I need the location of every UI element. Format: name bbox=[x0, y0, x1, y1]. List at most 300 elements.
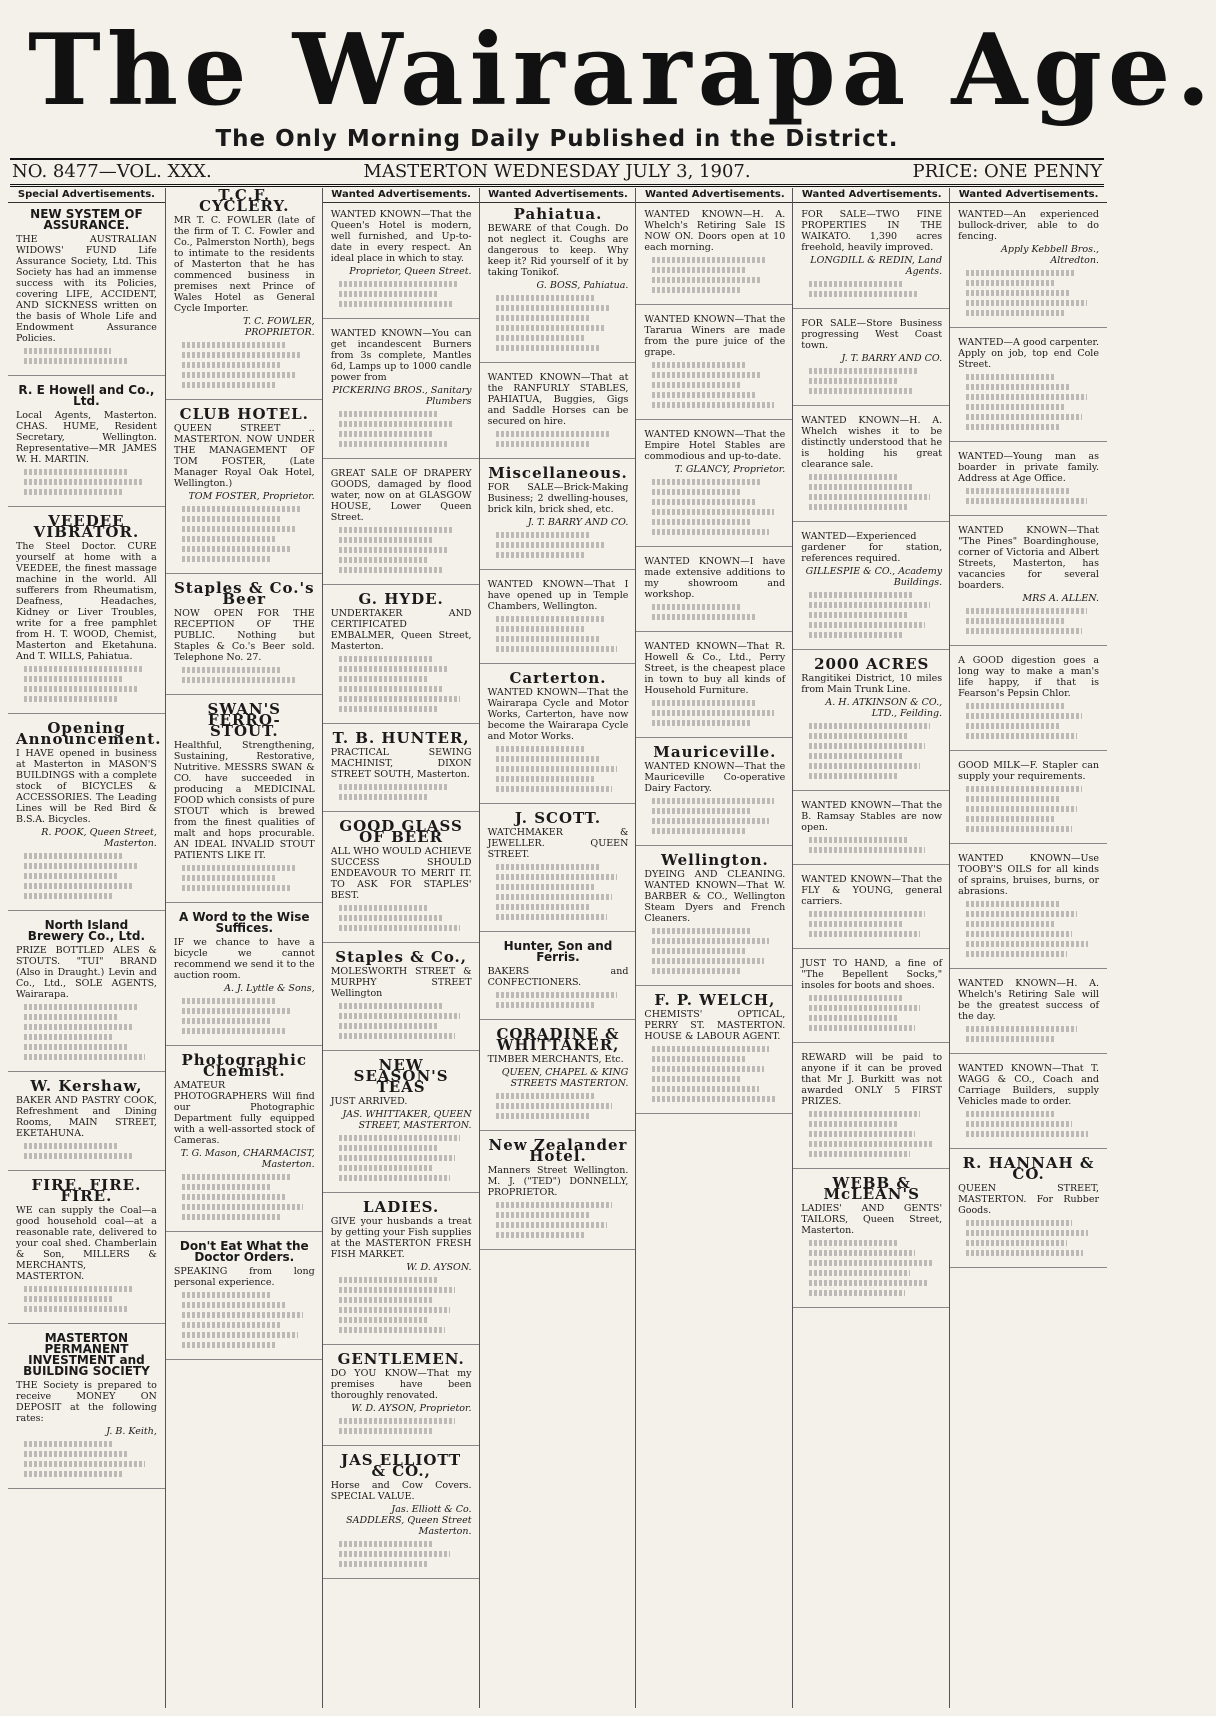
ad-body: DYEING AND CLEANING. WANTED KNOWN—That W. BARBER & CO., Wellington Steam Dyers and French Cleaners. bbox=[644, 869, 786, 924]
text-line bbox=[182, 1204, 303, 1210]
advertisement bbox=[323, 328, 480, 459]
illegible-text-lines bbox=[488, 1202, 629, 1238]
text-line bbox=[496, 884, 596, 890]
ad-title: NEW SYSTEM OF ASSURANCE. bbox=[30, 207, 143, 232]
illegible-text-lines bbox=[801, 474, 942, 510]
advertisement bbox=[793, 874, 950, 949]
illegible-text-lines bbox=[488, 616, 629, 652]
advertisement bbox=[636, 556, 793, 632]
illegible-text-lines bbox=[174, 667, 315, 683]
illegible-text-lines bbox=[958, 1111, 1099, 1137]
ad-signature: GILLESPIE & CO., Academy Buildings. bbox=[805, 566, 943, 588]
ad-body: NOW OPEN FOR THE RECEPTION OF THE PUBLIC. Nothing but Staples & Co.'s Beer sold. Telephone No. 27. bbox=[173, 608, 315, 663]
text-line bbox=[182, 1028, 287, 1034]
text-line bbox=[24, 676, 123, 682]
advertisement bbox=[323, 1350, 480, 1446]
ad-title: R. E Howell and Co., Ltd. bbox=[18, 383, 155, 408]
ad-body: WANTED KNOWN—H. A. Whelch's Retiring Sale IS NOW ON. Doors open at 10 each morning. bbox=[644, 209, 786, 253]
illegible-text-lines bbox=[174, 1292, 315, 1348]
illegible-text-lines bbox=[16, 348, 157, 364]
advertisement bbox=[480, 809, 637, 932]
illegible-text-lines bbox=[644, 604, 785, 620]
text-line bbox=[652, 700, 757, 706]
advertisement bbox=[793, 1174, 950, 1308]
ad-body: WANTED KNOWN—That the B. Ramsay Stables are now open. bbox=[801, 800, 943, 833]
ad-signature: A. J. Lyttle & Sons, bbox=[224, 983, 315, 994]
text-line bbox=[339, 1135, 460, 1141]
text-line bbox=[652, 1066, 763, 1072]
text-line bbox=[966, 796, 1061, 802]
ad-title: North Island Brewery Co., Ltd. bbox=[27, 918, 146, 943]
text-line bbox=[496, 756, 601, 762]
ad-body: The Steel Doctor. CURE yourself at home with a VEEDEE, the finest massage machine in the world. All sufferers from Rheumatism, Deafness, Headaches, Kidney or Liver Troubles, write for a free pamphlet from H. T. WOOD, Chemist, Masterton and Eketahuna. And T. WILLS, Pahiatua. bbox=[16, 541, 157, 662]
text-line bbox=[652, 1096, 774, 1102]
ad-body: DO YOU KNOW—That my premises have been thoroughly renovated. bbox=[330, 1368, 472, 1401]
ad-body: QUEEN STREET, MASTERTON. For Rubber Goods. bbox=[958, 1183, 1099, 1216]
text-line bbox=[652, 402, 773, 408]
text-line bbox=[652, 938, 768, 944]
advertisement bbox=[636, 991, 793, 1114]
text-line bbox=[966, 270, 1076, 276]
ad-body: WANTED KNOWN—That the Queen's Hotel is modern, well furnished, and Up-to-date in every respect. An ideal place in which to stay. bbox=[330, 209, 472, 264]
text-line bbox=[339, 1013, 460, 1019]
text-line bbox=[339, 1023, 439, 1029]
ad-signature: Proprietor, Queen Street. bbox=[349, 266, 472, 277]
illegible-text-lines bbox=[16, 666, 157, 702]
text-line bbox=[809, 1270, 910, 1276]
text-line bbox=[966, 733, 1077, 739]
text-line bbox=[809, 1025, 915, 1031]
text-line bbox=[809, 1280, 926, 1286]
illegible-text-lines bbox=[488, 992, 629, 1008]
advertisement bbox=[480, 1025, 637, 1131]
ad-body: Local Agents, Masterton. CHAS. HUME, Resident Secretary, Wellington. Representative—MR JAMES W. H. MARTIN. bbox=[16, 410, 157, 465]
illegible-text-lines bbox=[958, 703, 1099, 739]
ad-body: Manners Street Wellington. M. J. ("TED") DONNELLY, PROPRIETOR. bbox=[487, 1165, 629, 1198]
text-line bbox=[966, 384, 1071, 390]
ad-signature: Jas. Elliott & Co. SADDLERS, Queen Street Masterton. bbox=[346, 1504, 472, 1537]
ad-title: CLUB HOTEL. bbox=[179, 405, 309, 423]
text-line bbox=[339, 1277, 439, 1283]
ad-signature: LONGDILL & REDIN, Land Agents. bbox=[810, 255, 943, 277]
text-line bbox=[496, 1202, 612, 1208]
text-line bbox=[339, 557, 428, 563]
text-line bbox=[652, 798, 773, 804]
ad-body: WANTED KNOWN—That the Wairarapa Cycle and Motor Works, Carterton, have now become the Wairarapa Cycle and Motor Works. bbox=[487, 687, 629, 742]
advertisement bbox=[950, 1154, 1107, 1268]
illegible-text-lines bbox=[644, 700, 785, 726]
text-line bbox=[182, 526, 297, 532]
text-line bbox=[496, 746, 585, 752]
illegible-text-lines bbox=[331, 1277, 472, 1333]
ad-title: Miscellaneous. bbox=[488, 464, 628, 482]
text-line bbox=[339, 431, 433, 437]
illegible-text-lines bbox=[16, 469, 157, 495]
text-line bbox=[24, 893, 113, 899]
ad-body: THE Society is prepared to receive MONEY ON DEPOSIT at the following rates: bbox=[16, 1380, 157, 1424]
illegible-text-lines bbox=[331, 281, 472, 307]
advertisement bbox=[166, 1241, 323, 1360]
text-line bbox=[966, 931, 1072, 937]
text-line bbox=[24, 358, 128, 364]
text-line bbox=[339, 411, 438, 417]
text-line bbox=[966, 816, 1056, 822]
column-3 bbox=[322, 188, 480, 1708]
ad-body: WANTED—An experienced bullock-driver, able to do fencing. bbox=[958, 209, 1099, 242]
text-line bbox=[652, 499, 757, 505]
text-line bbox=[24, 489, 123, 495]
advertisement bbox=[480, 579, 637, 664]
advertisement bbox=[950, 1063, 1107, 1149]
illegible-text-lines bbox=[644, 257, 785, 293]
text-line bbox=[24, 1004, 139, 1010]
illegible-text-lines bbox=[16, 853, 157, 899]
text-line bbox=[339, 527, 454, 533]
text-line bbox=[652, 968, 742, 974]
ad-body: WANTED KNOWN—H. A. Whelch wishes it to be distinctly understood that he is holding his great clearance sale. bbox=[801, 415, 943, 470]
ad-body: FOR SALE—Store Business progressing West Coast town. bbox=[801, 318, 943, 351]
illegible-text-lines bbox=[644, 928, 785, 974]
ad-title: MASTERTON PERMANENT INVESTMENT and BUILDING SOCIETY bbox=[23, 1331, 150, 1378]
advertisement bbox=[8, 209, 165, 376]
advertisement bbox=[480, 941, 637, 1020]
text-line bbox=[809, 1015, 899, 1021]
column-header: Wanted Advertisements. bbox=[323, 188, 480, 203]
text-line bbox=[652, 479, 762, 485]
ad-title: Pahiatua. bbox=[513, 205, 603, 223]
text-line bbox=[496, 552, 585, 558]
illegible-text-lines bbox=[16, 1286, 157, 1312]
text-line bbox=[809, 773, 899, 779]
text-line bbox=[652, 529, 768, 535]
illegible-text-lines bbox=[801, 1240, 942, 1296]
text-line bbox=[182, 677, 297, 683]
ad-title: W. Kershaw, bbox=[30, 1077, 143, 1095]
ad-body: WANTED KNOWN—H. A. Whelch's Retiring Sale will be the greatest success of the day. bbox=[958, 978, 1099, 1022]
illegible-text-lines bbox=[174, 506, 315, 562]
text-line bbox=[182, 1342, 277, 1348]
ad-signature: W. D. AYSON, Proprietor. bbox=[351, 1403, 472, 1414]
text-line bbox=[339, 696, 460, 702]
advertisement bbox=[793, 800, 950, 865]
illegible-text-lines bbox=[331, 656, 472, 712]
advertisement bbox=[8, 512, 165, 714]
text-line bbox=[966, 618, 1066, 624]
text-line bbox=[966, 901, 1061, 907]
text-line bbox=[809, 1141, 931, 1147]
ad-title: VEEDEE VIBRATOR. bbox=[33, 512, 140, 541]
advertisement bbox=[323, 590, 480, 724]
advertisement bbox=[950, 760, 1107, 844]
ad-title: Mauriceville. bbox=[653, 743, 777, 761]
ad-body: WANTED—Experienced gardener for station, references required. bbox=[801, 531, 943, 564]
text-line bbox=[809, 632, 904, 638]
text-line bbox=[24, 1306, 129, 1312]
text-line bbox=[652, 489, 741, 495]
text-line bbox=[652, 287, 741, 293]
ad-body: WANTED—A good carpenter. Apply on job, top end Cole Street. bbox=[958, 337, 1099, 370]
ad-body: JUST TO HAND, a fine of "The Bepellent Socks," insoles for boots and shoes. bbox=[801, 958, 943, 991]
ad-title: Hunter, Son and Ferris. bbox=[503, 939, 613, 964]
text-line bbox=[809, 1005, 920, 1011]
illegible-text-lines bbox=[644, 362, 785, 408]
ad-title: G. HYDE. bbox=[358, 590, 444, 608]
text-line bbox=[339, 537, 433, 543]
text-line bbox=[182, 372, 297, 378]
text-line bbox=[809, 911, 925, 917]
text-line bbox=[809, 1250, 915, 1256]
ad-body: SPEAKING from long personal experience. bbox=[173, 1266, 315, 1288]
text-line bbox=[496, 626, 585, 632]
text-line bbox=[496, 1212, 591, 1218]
text-line bbox=[339, 1307, 450, 1313]
text-line bbox=[652, 828, 747, 834]
text-line bbox=[652, 818, 768, 824]
text-line bbox=[966, 911, 1077, 917]
column-4 bbox=[479, 188, 637, 1708]
text-line bbox=[966, 498, 1087, 504]
text-line bbox=[496, 441, 590, 447]
text-line bbox=[339, 567, 444, 573]
ad-signature: QUEEN, CHAPEL & KING STREETS MASTERTON. bbox=[501, 1067, 629, 1089]
text-line bbox=[809, 388, 914, 394]
text-line bbox=[339, 301, 454, 307]
text-line bbox=[182, 1312, 303, 1318]
text-line bbox=[652, 372, 762, 378]
text-line bbox=[182, 1332, 298, 1338]
ad-body: WANTED—Young man as boarder in private family. Address at Age Office. bbox=[958, 451, 1099, 484]
ad-title: Opening Announcement. bbox=[16, 719, 162, 748]
text-line bbox=[809, 723, 930, 729]
column-7 bbox=[949, 188, 1107, 1708]
text-line bbox=[809, 1260, 931, 1266]
text-line bbox=[496, 335, 585, 341]
ad-signature: J. T. BARRY AND CO. bbox=[841, 353, 943, 364]
ad-signature: T. GLANCY, Proprietor. bbox=[674, 464, 786, 475]
illegible-text-lines bbox=[488, 431, 629, 447]
ad-body: WE can supply the Coal—a good household coal—at a reasonable rate, delivered to your coal shed. Chamberlain & Son, MILLERS & MERCHANTS, MASTERTON. bbox=[16, 1205, 157, 1282]
illegible-text-lines bbox=[488, 295, 629, 351]
illegible-text-lines bbox=[488, 532, 629, 558]
text-line bbox=[339, 1428, 434, 1434]
text-line bbox=[496, 325, 606, 331]
ad-body: Healthful, Strengthening, Sustaining, Restorative, Nutritive. MESSRS SWAN & CO. have succeeded in producing a MEDICINAL FOOD which consists of pure STOUT which is brewed from the finest qualities of malt and hops procurable. AN IDEAL INVALID STOUT PATIENTS LIKE IT. bbox=[173, 740, 315, 861]
advertisement bbox=[166, 1051, 323, 1232]
text-line bbox=[339, 905, 428, 911]
text-line bbox=[496, 1103, 612, 1109]
illegible-text-lines bbox=[16, 1143, 157, 1159]
text-line bbox=[496, 874, 617, 880]
text-line bbox=[809, 995, 904, 1001]
advertisement bbox=[950, 853, 1107, 969]
illegible-text-lines bbox=[331, 1135, 472, 1181]
text-line bbox=[652, 382, 741, 388]
text-line bbox=[496, 914, 607, 920]
text-line bbox=[966, 1036, 1056, 1042]
ad-body: FOR SALE—Brick-Making Business; 2 dwelling-houses, brick kiln, brick shed, etc. bbox=[487, 482, 629, 515]
text-line bbox=[182, 1174, 292, 1180]
illegible-text-lines bbox=[801, 1111, 942, 1157]
ad-body: WANTED KNOWN—I have made extensive additions to my showroom and workshop. bbox=[644, 556, 786, 600]
text-line bbox=[809, 494, 930, 500]
text-line bbox=[339, 441, 449, 447]
ad-signature: JAS. WHITTAKER, QUEEN STREET, MASTERTON. bbox=[342, 1109, 472, 1131]
text-line bbox=[496, 1093, 596, 1099]
text-line bbox=[24, 1054, 145, 1060]
illegible-text-lines bbox=[16, 1004, 157, 1060]
illegible-text-lines bbox=[958, 901, 1099, 957]
text-line bbox=[339, 1003, 444, 1009]
advertisement bbox=[793, 415, 950, 522]
text-line bbox=[966, 414, 1082, 420]
illegible-text-lines bbox=[16, 1441, 157, 1477]
illegible-text-lines bbox=[331, 527, 472, 573]
ad-title: SWAN'S FERRO-STOUT. bbox=[207, 700, 282, 740]
ad-title: Staples & Co.'s Beer bbox=[173, 579, 315, 608]
illegible-text-lines bbox=[801, 911, 942, 937]
text-line bbox=[966, 786, 1082, 792]
text-line bbox=[496, 636, 601, 642]
ad-signature: J. B. Keith, bbox=[106, 1426, 157, 1437]
text-line bbox=[339, 784, 449, 790]
text-line bbox=[24, 686, 139, 692]
text-line bbox=[339, 1541, 434, 1547]
text-line bbox=[966, 941, 1088, 947]
text-line bbox=[339, 1561, 429, 1567]
text-line bbox=[809, 743, 925, 749]
text-line bbox=[24, 696, 118, 702]
ad-body: MR T. C. FOWLER (late of the firm of T. C. Fowler and Co., Palmerston North), begs to intimate to the residents of Masterton that he has commenced business in premises next Prince of Wales Hotel as General Cycle Importer. bbox=[173, 215, 315, 314]
advertisement bbox=[8, 1077, 165, 1171]
advertisement bbox=[480, 372, 637, 459]
illegible-text-lines bbox=[958, 374, 1099, 430]
text-line bbox=[339, 291, 438, 297]
illegible-text-lines bbox=[801, 368, 942, 394]
text-line bbox=[652, 614, 757, 620]
advertisement bbox=[166, 912, 323, 1046]
text-line bbox=[24, 883, 134, 889]
ad-body: AMATEUR PHOTOGRAPHERS Will find our Photographic Department fully equipped with a well-assorted stock of Cameras. bbox=[173, 1080, 315, 1146]
advertisement bbox=[793, 958, 950, 1043]
text-line bbox=[339, 1165, 434, 1171]
illegible-text-lines bbox=[488, 864, 629, 920]
text-line bbox=[339, 1033, 455, 1039]
text-line bbox=[339, 1145, 439, 1151]
advertisement bbox=[166, 700, 323, 903]
ad-body: WANTED KNOWN—That the Tararua Winers are made from the pure juice of the grape. bbox=[644, 314, 786, 358]
column-header: Wanted Advertisements. bbox=[950, 188, 1107, 203]
advertisement bbox=[480, 669, 637, 804]
text-line bbox=[24, 1044, 129, 1050]
column-header: Wanted Advertisements. bbox=[793, 188, 950, 203]
ad-title: Carterton. bbox=[509, 669, 607, 687]
text-line bbox=[652, 958, 763, 964]
text-line bbox=[496, 542, 606, 548]
text-line bbox=[24, 1441, 113, 1447]
advertisement bbox=[323, 817, 480, 943]
ad-title: GENTLEMEN. bbox=[337, 1350, 465, 1368]
ad-title: CORADINE & WHITTAKER, bbox=[496, 1025, 620, 1054]
text-line bbox=[339, 1551, 450, 1557]
column-1 bbox=[8, 188, 165, 1708]
illegible-text-lines bbox=[331, 784, 472, 800]
text-line bbox=[496, 345, 601, 351]
text-line bbox=[339, 1287, 455, 1293]
advertisement bbox=[323, 1056, 480, 1193]
text-line bbox=[966, 1121, 1072, 1127]
illegible-text-lines bbox=[488, 1093, 629, 1119]
illegible-text-lines bbox=[174, 342, 315, 388]
text-line bbox=[966, 280, 1055, 286]
text-line bbox=[496, 786, 612, 792]
advertisement bbox=[166, 405, 323, 574]
advertisement bbox=[166, 579, 323, 695]
text-line bbox=[652, 277, 762, 283]
text-line bbox=[24, 348, 111, 354]
text-line bbox=[652, 1086, 758, 1092]
ad-signature: Apply Kebbell Bros., Altredton. bbox=[1001, 244, 1099, 266]
text-line bbox=[496, 315, 590, 321]
advertisement bbox=[950, 525, 1107, 646]
ad-body: QUEEN STREET .. MASTERTON. NOW UNDER THE MANAGEMENT OF TOM FOSTER, (Late Manager Royal Oak Hotel, Wellington.) bbox=[173, 423, 315, 489]
advertisement bbox=[793, 1052, 950, 1169]
text-line bbox=[339, 794, 428, 800]
text-line bbox=[496, 646, 617, 652]
ad-body: BEWARE of that Cough. Do not neglect it. Coughs are dangerous to keep. Why keep it? Rid yourself of it by taking Tonikof. bbox=[487, 223, 629, 278]
illegible-text-lines bbox=[801, 837, 942, 853]
text-line bbox=[809, 592, 914, 598]
text-line bbox=[182, 1194, 287, 1200]
newspaper-title: The Wairarapa Age. bbox=[28, 13, 1216, 128]
text-line bbox=[809, 484, 914, 490]
text-line bbox=[809, 612, 909, 618]
ad-body: BAKERS and CONFECTIONERS. bbox=[487, 966, 629, 988]
text-line bbox=[652, 710, 773, 716]
advertisement bbox=[636, 429, 793, 547]
text-line bbox=[182, 516, 281, 522]
text-line bbox=[966, 628, 1082, 634]
text-line bbox=[966, 1026, 1077, 1032]
text-line bbox=[339, 915, 444, 921]
text-line bbox=[809, 1121, 899, 1127]
text-line bbox=[496, 864, 601, 870]
text-line bbox=[809, 1290, 905, 1296]
text-line bbox=[809, 1240, 899, 1246]
advertisement bbox=[8, 385, 165, 507]
ad-body: WANTED KNOWN—That I have opened up in Temple Chambers, Wellington. bbox=[487, 579, 629, 612]
text-line bbox=[966, 394, 1087, 400]
illegible-text-lines bbox=[331, 411, 472, 447]
text-line bbox=[182, 1322, 282, 1328]
text-line bbox=[652, 1076, 742, 1082]
ad-signature: PICKERING BROS., Sanitary Plumbers bbox=[332, 385, 472, 407]
text-line bbox=[966, 921, 1056, 927]
text-line bbox=[182, 667, 281, 673]
ad-title: F. P. WELCH, bbox=[654, 991, 776, 1009]
illegible-text-lines bbox=[331, 1541, 472, 1567]
text-line bbox=[652, 808, 752, 814]
ad-body: GREAT SALE OF DRAPERY GOODS, damaged by flood water, now on at GLASGOW HOUSE, Lower Queen Street. bbox=[330, 468, 472, 523]
text-line bbox=[24, 1153, 134, 1159]
ad-signature: G. BOSS, Pahiatua. bbox=[536, 280, 629, 291]
advertisement bbox=[950, 978, 1107, 1054]
text-line bbox=[339, 547, 449, 553]
text-line bbox=[24, 853, 123, 859]
text-line bbox=[809, 378, 898, 384]
text-line bbox=[24, 873, 118, 879]
text-line bbox=[966, 404, 1066, 410]
advertisement bbox=[323, 1198, 480, 1345]
